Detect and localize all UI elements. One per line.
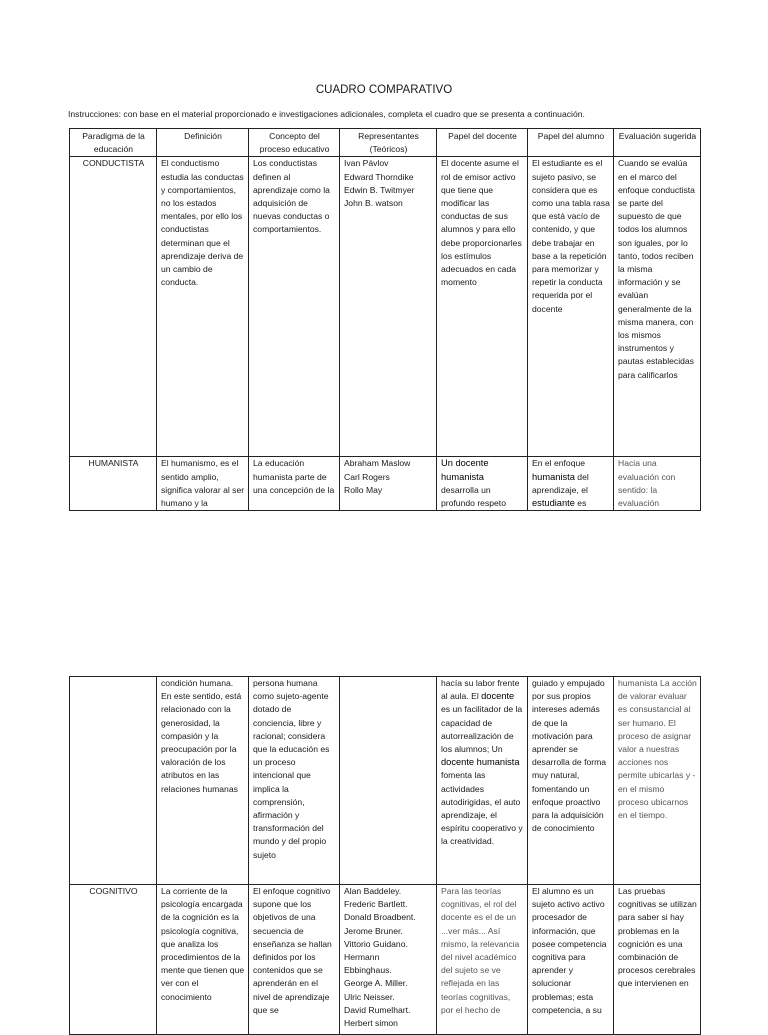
definicion-cell: condición humana. En este sentido, está relacionado con la generosidad, la compasión y la preocupación por la valoración de los atributos en las relaciones humanas bbox=[157, 677, 249, 885]
docente-highlight: docente humanista bbox=[441, 757, 520, 768]
definicion-cell: El humanismo, es el sentido amplio, significa valorar al ser humano y la bbox=[157, 457, 249, 511]
comparison-table-page-1 bbox=[69, 128, 701, 511]
definicion-cell: El conductismo estudia las conductas y comportamientos, no los estados mentales, por ello los conductistas determinan que el aprendizaje deriva de un cambio de conducta. bbox=[157, 157, 249, 457]
paradigma-cell: HUMANISTA bbox=[70, 457, 157, 511]
docente-highlight: Un docente humanista bbox=[441, 458, 489, 482]
comparison-table-page-2 bbox=[69, 676, 701, 1035]
docente-text: fomenta las actividades autodirigidas, el auto aprendizaje, el espíritu cooperativo y la creatividad. bbox=[441, 770, 523, 847]
representante: Rollo May bbox=[344, 484, 383, 495]
docente-text: hacía su labor frente al aula. El bbox=[441, 678, 520, 702]
docente-cell bbox=[437, 457, 528, 511]
representantes-cell bbox=[340, 885, 437, 1035]
representantes-cell bbox=[340, 677, 437, 885]
header-row bbox=[70, 129, 701, 157]
representante: Ebbinghaus. bbox=[344, 965, 392, 976]
header-alumno: Papel del alumno bbox=[528, 129, 614, 157]
alumno-highlight: humanista bbox=[532, 471, 575, 482]
instructions: Instrucciones: con base en el material proporcionado e investigaciones adicionales, completa el cuadro que se presenta a continuación. bbox=[68, 109, 585, 119]
evaluacion-cell: Las pruebas cognitivas se utilizan para saber si hay problemas en la cognición es una combinación de procesos cerebrales que intervienen en bbox=[614, 885, 701, 1035]
alumno-text: es bbox=[577, 498, 587, 509]
representante: Alan Baddeley. bbox=[344, 886, 402, 896]
docente-highlight: docente bbox=[481, 691, 515, 702]
evaluacion-cell: Cuando se evalúa en el marco del enfoque conductista se parte del supuesto de que todos los alumnos son iguales, por lo tanto, todos reciben la misma información y se evalúan generalmente de la misma manera, con los mismos instrumentos y pautas establecidas para calificarlos bbox=[614, 157, 701, 457]
representante: Carl Rogers bbox=[344, 471, 390, 482]
representante: Vittorio Guidano. bbox=[344, 938, 408, 949]
paradigma-cell: CONDUCTISTA bbox=[70, 157, 157, 457]
concepto-cell: El enfoque cognitivo supone que los objetivos de una secuencia de enseñanza se hallan definidos por los contenidos que se aprenderán en el nivel de aprendizaje que se bbox=[249, 885, 340, 1035]
concepto-cell: La educación humanista parte de una concepción de la bbox=[249, 457, 340, 511]
alumno-cell bbox=[528, 457, 614, 511]
header-definicion: Definición bbox=[157, 129, 249, 157]
representantes-cell bbox=[340, 457, 437, 511]
header-representantes: Representantes (Teóricos) bbox=[340, 129, 437, 157]
docente-text: desarrolla un profundo respeto bbox=[441, 484, 506, 509]
representantes-cell bbox=[340, 157, 437, 457]
table-row-cognitivo bbox=[70, 885, 701, 1035]
evaluacion-cell: Hacia una evaluación con sentido: la evaluación bbox=[614, 457, 701, 511]
alumno-cell: El estudiante es el sujeto pasivo, se considera que es como una tabla rasa que está vacío de contenido, y que debe trabajar en base a la repetición para memorizar y repetir la conducta requerida por el docente bbox=[528, 157, 614, 457]
header-paradigma: Paradigma de la educación bbox=[70, 129, 157, 157]
alumno-cell: guiado y empujado por sus propios intereses además de que la motivación para aprender se desarrolla de forma muy natural, fomentando un enfoque proactivo para la adquisición de conocimiento bbox=[528, 677, 614, 885]
representante: Jerome Bruner. bbox=[344, 925, 403, 936]
representante: George A. Miller. bbox=[344, 978, 408, 989]
representante: David Rumelhart. bbox=[344, 1004, 411, 1015]
representante: Abraham Maslow bbox=[344, 458, 411, 469]
alumno-text: En el enfoque bbox=[532, 458, 586, 469]
docente-cell bbox=[437, 677, 528, 885]
alumno-highlight: estudiante bbox=[532, 498, 575, 509]
page-title: CUADRO COMPARATIVO bbox=[315, 84, 453, 96]
representante: Edwin B. Twitmyer bbox=[344, 184, 415, 195]
docente-cell: Para las teorías cognitivas, el rol del docente es el de un ...ver más... Así mismo, la relevancia del nivel académico del sujeto se ve reflejada en las teorías cognitivas, por el hecho de bbox=[437, 885, 528, 1035]
representante: Herbert simon bbox=[344, 1018, 398, 1029]
representante: John B. watson bbox=[344, 198, 403, 209]
representante: Frederic Bartlett. bbox=[344, 899, 408, 910]
alumno-text: del aprendizaje, el bbox=[532, 471, 589, 495]
representante: Edward Thorndike bbox=[344, 171, 414, 182]
header-docente: Papel del docente bbox=[437, 129, 528, 157]
concepto-cell: persona humana como sujeto-agente dotado de conciencia, libre y racional; considera que la educación es un proceso intencional que implica la comprensión, afirmación y transformación del mundo y del propio sujeto bbox=[249, 677, 340, 885]
definicion-cell: La corriente de la psicología encargada de la cognición es la psicología cognitiva, que analiza los procedimientos de la mente que tienen que ver con el conocimiento bbox=[157, 885, 249, 1035]
concepto-cell: Los conductistas definen al aprendizaje como la adquisición de nuevas conductas o comportamientos. bbox=[249, 157, 340, 457]
header-concepto: Concepto del proceso educativo bbox=[249, 129, 340, 157]
representante: Hermann bbox=[344, 952, 380, 963]
header-evaluacion: Evaluación sugerida bbox=[614, 129, 701, 157]
paradigma-cell bbox=[70, 677, 157, 885]
table-row-conductista bbox=[70, 157, 701, 457]
representante: Ivan Pávlov bbox=[344, 158, 389, 169]
alumno-cell: El alumno es un sujeto activo activo procesador de información, que posee competencia cognitiva para aprender y solucionar problemas; esta competencia, a su bbox=[528, 885, 614, 1035]
docente-cell: El docente asume el rol de emisor activo que tiene que modificar las conductas de sus alumnos y para ello debe proporcionarles los estímulos adecuados en cada momento bbox=[437, 157, 528, 457]
evaluacion-cell: humanista La acción de valorar evaluar es consustancial al ser humano. El proceso de asignar valor a nuestras acciones nos permite ubicarlas y -en el mismo proceso ubicarnos en el tiempo. bbox=[614, 677, 701, 885]
paradigma-cell: COGNITIVO bbox=[70, 885, 157, 1035]
representante: Ulric Neisser. bbox=[344, 991, 395, 1002]
representante: Donald Broadbent. bbox=[344, 912, 416, 923]
table-row-humanista bbox=[70, 457, 701, 511]
docente-text: es un facilitador de la capacidad de autorrealización de los alumnos; Un bbox=[441, 704, 523, 755]
table-row-humanista-continued bbox=[70, 677, 701, 885]
